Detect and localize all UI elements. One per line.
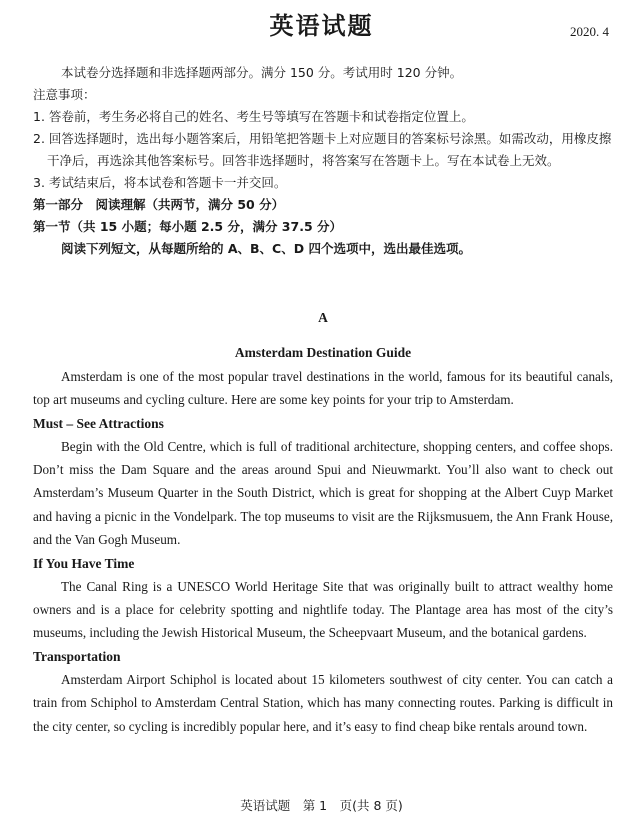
page-footer: 英语试题 第 1 页(共 8 页) bbox=[240, 798, 403, 813]
section-heading: 第一节（共 15 小题；每小题 2.5 分，满分 37.5 分） bbox=[33, 219, 342, 234]
section-heading-transportation: Transportation bbox=[33, 648, 121, 664]
exam-intro: 本试卷分选择题和非选择题两部分。满分 150 分。考试用时 120 分钟。 bbox=[61, 65, 463, 80]
section-text-transportation: Amsterdam Airport Schiphol is located about 15 kilometers southwest of city center. You can catch a train from Schiphol to Amsterdam Central Station, which has many connecting routes. Parking is difficult in the city center, so cycling is incredibly popular here, and it’s easy to find cheap bike rentals around town. bbox=[33, 671, 613, 734]
passage-intro: Amsterdam is one of the most popular travel destinations in the world, famous for its beautiful canals, top art museums and cycling culture. Here are some key points for your trip to Amsterdam. bbox=[33, 368, 613, 408]
passage-title: Amsterdam Destination Guide bbox=[234, 345, 412, 361]
note-item: 1. 答卷前，考生务必将自己的姓名、考生号等填写在答题卡和试卷指定位置上。 bbox=[33, 109, 474, 124]
note-item: 2. 回答选择题时，选出每小题答案后，用铅笔把答题卡上对应题目的答案标号涂黑。如需改动，用橡皮擦干净后，再选涂其他答案标号。回答非选择题时，将答案写在答题卡上。写在本试卷上无效。 bbox=[33, 131, 612, 168]
exam-instructions bbox=[33, 62, 613, 260]
note-item: 3. 考试结束后，将本试卷和答题卡一并交回。 bbox=[33, 175, 287, 190]
section-text-attractions: Begin with the Old Centre, which is full of traditional architecture, shopping centers, and coffee shops. Don’t miss the Dam Square and the areas around Spui and Nieuwmarkt. You’ll also want to check out Amsterdam’s Museum Quarter in the South District, which is great for shopping at the Albert Cuyp Market and having a picnic in the Vondelpark. The top museums to visit are the Rijksmusuem, the Ann Frank House, and the Van Gogh Museum. bbox=[33, 438, 613, 548]
exam-date: 2020. 4 bbox=[570, 24, 609, 39]
notes-title: 注意事项： bbox=[33, 87, 96, 102]
section-text-if-time: The Canal Ring is a UNESCO World Heritage Site that was originally built to attract wealthy home owners and is a place for celebrity spotting and nightlife today. The Plantage area has most of the city’s museums, including the Jewish Historical Museum, the Scheepvaart Museum, and the botanical gardens. bbox=[33, 578, 613, 641]
reading-passage bbox=[33, 306, 613, 738]
page-title: 英语试题 bbox=[269, 12, 374, 40]
section-heading-if-time: If You Have Time bbox=[33, 555, 135, 571]
passage-letter: A bbox=[318, 310, 328, 325]
section-heading-attractions: Must – See Attractions bbox=[33, 415, 164, 431]
reading-instruction: 阅读下列短文，从每题所给的 A、B、C、D 四个选项中，选出最佳选项。 bbox=[61, 241, 471, 256]
part-heading: 第一部分 阅读理解（共两节，满分 50 分） bbox=[33, 197, 285, 212]
